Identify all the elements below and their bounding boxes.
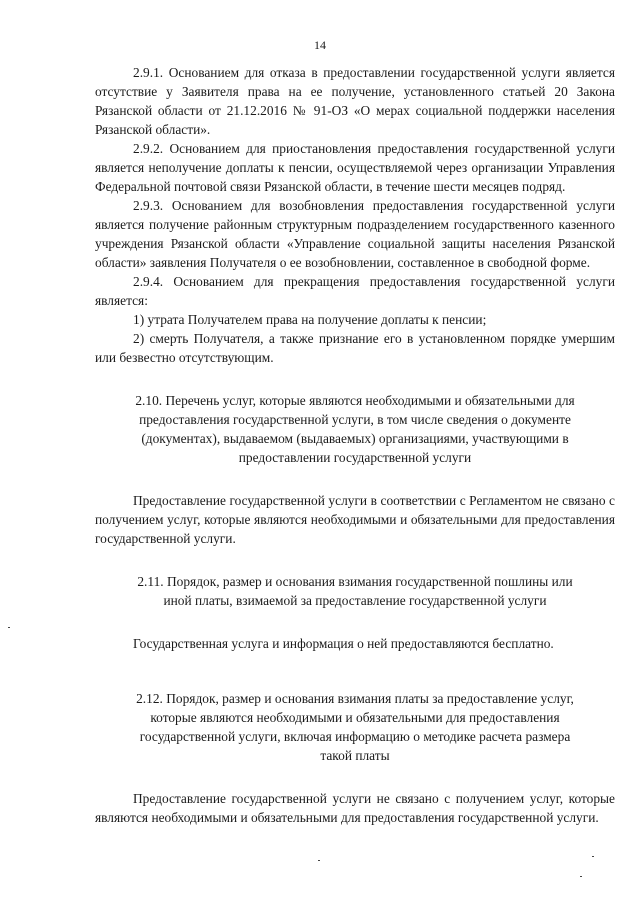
- paragraph-2-10: Предоставление государственной услуги в соответствии с Регламентом не связано с получением услуг, которые являются необходимыми и обязательными для предоставления государственной услуги.: [95, 493, 615, 546]
- heading-2-12: 2.12. Порядок, размер и основания взимания платы за предоставление услуг, которые являются необходимыми и обязательными для предоставления государственной услуги, включая информацию о методике расчета размера такой платы: [136, 691, 574, 763]
- list-item-2-9-4-1: 1) утрата Получателем права на получение доплаты к пенсии;: [133, 312, 487, 327]
- scan-speck: [580, 876, 582, 877]
- paragraph-2-12: Предоставление государственной услуги не связано с получением услуг, которые являются необходимыми и обязательными для предоставления государственной услуги.: [95, 791, 615, 825]
- scan-speck: [592, 856, 594, 857]
- paragraph-2-9-3: 2.9.3. Основанием для возобновления предоставления государственной услуги является получение районным структурным подразделением государственного казенного учреждения Рязанской области «Управление социальной защиты населения Рязанской области» заявления Получателя о ее возобновлении, составленное в свободной форме.: [95, 198, 615, 270]
- paragraph-2-9-1: 2.9.1. Основанием для отказа в предоставлении государственной услуги является отсутствие у Заявителя права на ее получение, установленного статьей 20 Закона Рязанской области от 21.12.2016 № 91-ОЗ «О мерах социальной поддержки населения Рязанской области».: [95, 65, 615, 137]
- paragraph-2-9-4: 2.9.4. Основанием для прекращения предоставления государственной услуги является:: [95, 274, 615, 308]
- page-number: 14: [314, 38, 326, 52]
- document-body: [95, 63, 615, 827]
- heading-2-10: 2.10. Перечень услуг, которые являются необходимыми и обязательными для предоставления государственной услуги, в том числе сведения о документе (документах), выдаваемом (выдаваемых) организациями, участвующими в предоставлении государственной услуги: [135, 393, 575, 465]
- scan-speck: [8, 627, 10, 628]
- list-item-2-9-4-2: 2) смерть Получателя, а также признание его в установленном порядке умершим или безвестно отсутствующим.: [95, 331, 615, 365]
- paragraph-2-9-2: 2.9.2. Основанием для приостановления предоставления государственной услуги является неполучение доплаты к пенсии, осуществляемой через организации Управления Федеральной почтовой связи Рязанской области, в течение шести месяцев подряд.: [95, 141, 615, 194]
- paragraph-2-11: Государственная услуга и информация о ней предоставляются бесплатно.: [133, 636, 554, 651]
- scan-speck: [318, 860, 320, 861]
- heading-2-11: 2.11. Порядок, размер и основания взимания государственной пошлины или иной платы, взимаемой за предоставление государственной услуги: [137, 574, 573, 608]
